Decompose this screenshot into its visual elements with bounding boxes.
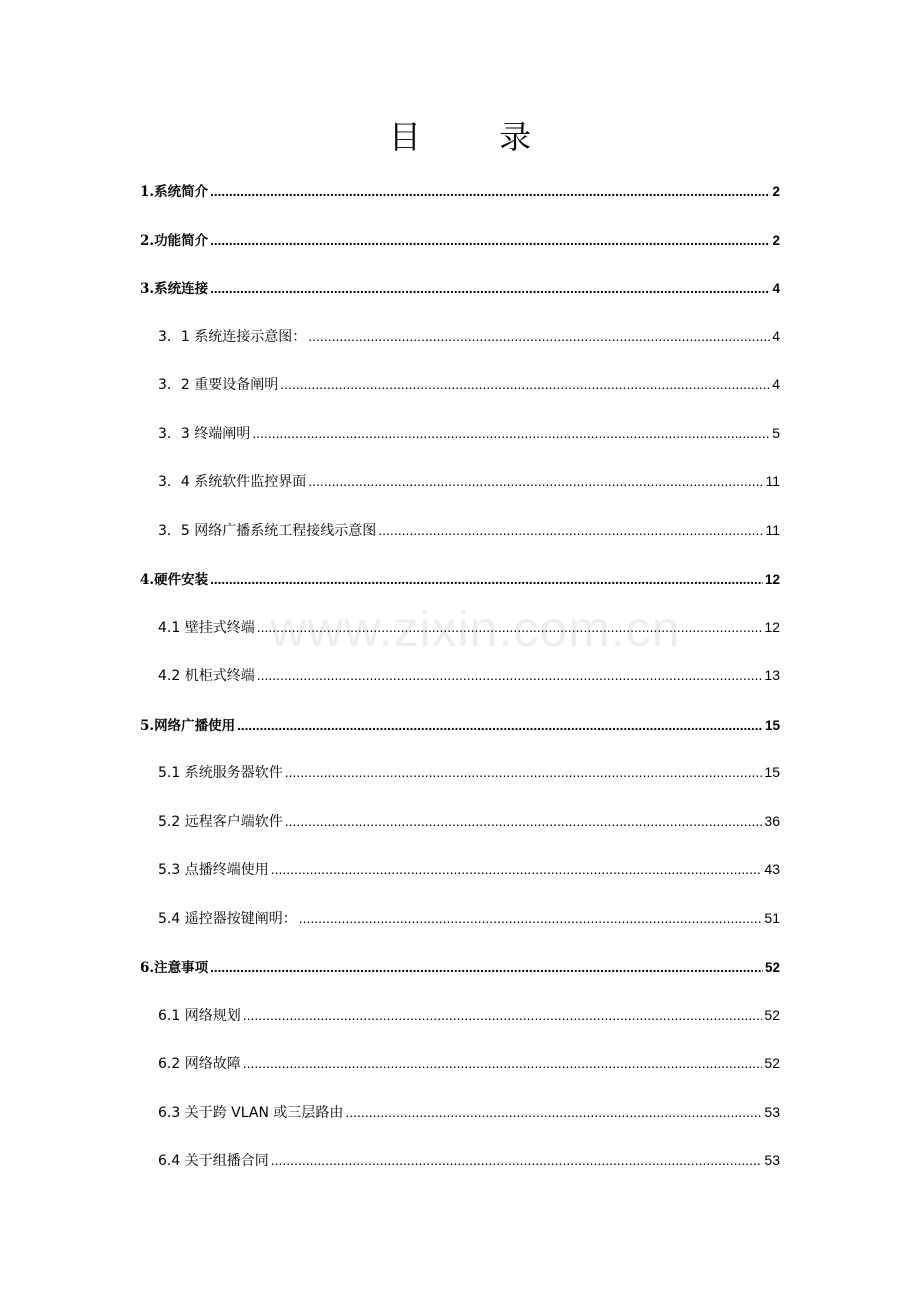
toc-entry-label: 3．1 系统连接示意图： <box>158 328 307 345</box>
toc-entry-label: 5.1 系统服务器软件 <box>158 765 283 781</box>
toc-entry-label: 1.系统简介 <box>140 184 209 200</box>
toc-entry[interactable] <box>140 180 780 200</box>
toc-entry-label: 3．4 系统软件监控界面 <box>158 474 307 490</box>
toc-entry-page-number: 43 <box>764 861 780 877</box>
toc-leader-dots <box>345 1104 762 1120</box>
toc-entry-page-number: 2 <box>772 184 780 199</box>
toc-entry-page-number: 53 <box>764 1152 780 1168</box>
toc-entry-page-number: 13 <box>764 667 780 683</box>
toc-entry-label: 6.1 网络规划 <box>158 1007 241 1024</box>
toc-leader-dots <box>308 473 763 489</box>
toc-entry-label: 3．3 终端阐明 <box>158 425 251 442</box>
toc-entry[interactable] <box>158 617 780 637</box>
toc-entry[interactable] <box>158 1053 780 1073</box>
toc-entry[interactable] <box>140 229 780 249</box>
toc-leader-dots <box>271 861 763 877</box>
toc-leader-dots <box>257 619 763 635</box>
toc-entry-page-number: 11 <box>765 473 780 489</box>
toc-entry[interactable] <box>158 326 780 346</box>
toc-entry[interactable] <box>158 1150 780 1170</box>
toc-entry-label: 3.系统连接 <box>140 281 209 297</box>
toc-entry-label: 6.3 关于跨 VLAN 或三层路由 <box>158 1104 344 1121</box>
toc-entry[interactable] <box>158 423 780 443</box>
toc-leader-dots <box>299 910 763 926</box>
toc-entry-page-number: 12 <box>764 618 780 635</box>
toc-entry-page-number: 4 <box>772 327 780 344</box>
toc-entry[interactable] <box>158 1005 780 1025</box>
toc-entry-page-number: 4 <box>772 281 780 296</box>
toc-entry-page-number: 52 <box>764 960 780 975</box>
toc-entry-label: 3．5 网络广播系统工程接线示意图 <box>158 522 377 539</box>
toc-entry[interactable] <box>140 277 780 297</box>
toc-entry[interactable] <box>140 714 780 734</box>
toc-leader-dots <box>285 813 763 829</box>
toc-leader-dots <box>378 522 763 538</box>
toc-leader-dots <box>243 1055 763 1071</box>
toc-entry-label: 4.2 机柜式终端 <box>158 668 255 684</box>
toc-entry-page-number: 51 <box>764 909 780 926</box>
toc-leader-dots <box>280 376 770 392</box>
toc-leader-dots <box>210 960 763 975</box>
toc-leader-dots <box>285 764 763 780</box>
toc-entry-label: 5.3 点播终端使用 <box>158 862 269 878</box>
toc-leader-dots <box>210 233 770 248</box>
toc-entry-label: 5.网络广播使用 <box>140 717 236 734</box>
toc-entry[interactable] <box>158 811 780 831</box>
toc-entry-label: 5.4 遥控器按键阐明： <box>158 910 297 927</box>
toc-entry-page-number: 52 <box>764 1006 780 1023</box>
toc-entry-page-number: 5 <box>772 424 780 441</box>
toc-entry[interactable] <box>158 762 780 782</box>
toc-entry-label: 3．2 重要设备阐明 <box>158 377 279 393</box>
toc-leader-dots <box>210 572 763 587</box>
toc-entry[interactable] <box>158 520 780 540</box>
page-title: 目 录 <box>388 118 566 156</box>
toc-entry[interactable] <box>158 1102 780 1122</box>
toc-entry-label: 6.4 关于组播合同 <box>158 1153 269 1169</box>
toc-entry-page-number: 15 <box>764 717 780 733</box>
toc-entry-label: 4.1 壁挂式终端 <box>158 619 255 636</box>
toc-leader-dots <box>252 425 770 441</box>
toc-entry-page-number: 53 <box>764 1103 780 1120</box>
toc-entry[interactable] <box>140 956 780 976</box>
watermark: www.zixin.com.cn <box>270 601 681 657</box>
toc-leader-dots <box>210 281 770 296</box>
toc-leader-dots <box>210 184 770 199</box>
toc-entry-label: 6.2 网络故障 <box>158 1056 241 1072</box>
toc-entry-label: 4.硬件安装 <box>140 572 209 588</box>
toc-entry[interactable] <box>158 471 780 491</box>
toc-entry[interactable] <box>158 665 780 685</box>
toc-leader-dots <box>243 1007 763 1023</box>
toc-leader-dots <box>237 718 763 733</box>
toc-entry-page-number: 4 <box>772 376 780 392</box>
toc-entry-page-number: 15 <box>764 764 780 780</box>
toc-entry-page-number: 36 <box>764 812 780 829</box>
toc-entry[interactable] <box>158 374 780 394</box>
toc-entry-page-number: 52 <box>764 1055 780 1071</box>
toc-entry-label: 5.2 远程客户端软件 <box>158 813 283 830</box>
toc-entry-label: 2.功能简介 <box>140 232 209 249</box>
toc-leader-dots <box>271 1152 763 1168</box>
toc-entry[interactable] <box>140 568 780 588</box>
toc-leader-dots <box>308 328 770 344</box>
toc-entry-label: 6.注意事项 <box>140 960 209 976</box>
toc-leader-dots <box>257 667 763 683</box>
toc-entry-page-number: 11 <box>765 521 780 538</box>
toc-entry[interactable] <box>158 908 780 928</box>
toc-entry[interactable] <box>158 859 780 879</box>
toc-entry-page-number: 12 <box>764 572 780 587</box>
toc-entry-page-number: 2 <box>772 232 780 248</box>
